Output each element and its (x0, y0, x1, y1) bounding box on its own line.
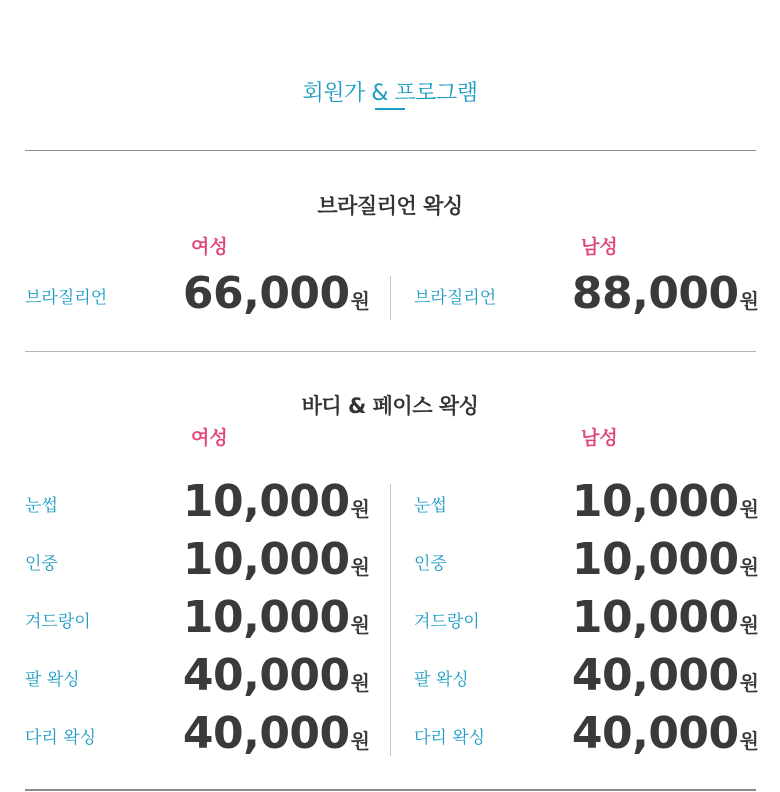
item-name: 겨드랑이 (25, 612, 91, 632)
item-name: 인중 (25, 554, 58, 574)
item-name: 브라질리언 (25, 288, 108, 308)
female-label: 여성 (191, 427, 228, 449)
item-price: 10,000원 (571, 476, 759, 527)
page-title: 회원가 & 프로그램 (302, 81, 478, 106)
item-price: 10,000원 (182, 476, 370, 527)
section-title-body-face: 바디 & 페이스 왁싱 (301, 394, 479, 418)
price-row-male-brazilian (414, 268, 759, 319)
item-price: 66,000원 (182, 268, 370, 319)
price-row-male (414, 592, 759, 643)
column-divider (390, 484, 391, 756)
price-row-male (414, 708, 759, 759)
bottom-divider (25, 789, 756, 791)
item-name: 브라질리언 (414, 288, 497, 308)
item-price: 10,000원 (182, 534, 370, 585)
column-divider (390, 276, 391, 320)
top-divider (25, 150, 756, 151)
item-name: 팔 왁싱 (414, 670, 469, 690)
male-label: 남성 (581, 236, 618, 258)
male-label: 남성 (581, 427, 618, 449)
section-divider (25, 351, 756, 352)
item-price: 40,000원 (571, 650, 759, 701)
item-price: 10,000원 (571, 592, 759, 643)
price-row-female (25, 592, 370, 643)
item-name: 인중 (414, 554, 447, 574)
item-name: 다리 왁싱 (25, 728, 97, 748)
item-name: 눈썹 (25, 496, 58, 516)
price-row-male (414, 476, 759, 527)
price-row-female (25, 476, 370, 527)
female-label: 여성 (191, 236, 228, 258)
price-row-female (25, 708, 370, 759)
price-row-female (25, 534, 370, 585)
item-name: 팔 왁싱 (25, 670, 80, 690)
price-row-female (25, 650, 370, 701)
item-price: 40,000원 (571, 708, 759, 759)
price-row-male (414, 650, 759, 701)
section-title-brazilian: 브라질리언 왁싱 (317, 194, 463, 218)
item-name: 눈썹 (414, 496, 447, 516)
item-price: 10,000원 (182, 592, 370, 643)
price-row-male (414, 534, 759, 585)
title-underline (375, 108, 405, 110)
price-row-female-brazilian (25, 268, 370, 319)
item-price: 10,000원 (571, 534, 759, 585)
item-price: 88,000원 (571, 268, 759, 319)
item-price: 40,000원 (182, 650, 370, 701)
item-name: 겨드랑이 (414, 612, 480, 632)
item-price: 40,000원 (182, 708, 370, 759)
item-name: 다리 왁싱 (414, 728, 486, 748)
